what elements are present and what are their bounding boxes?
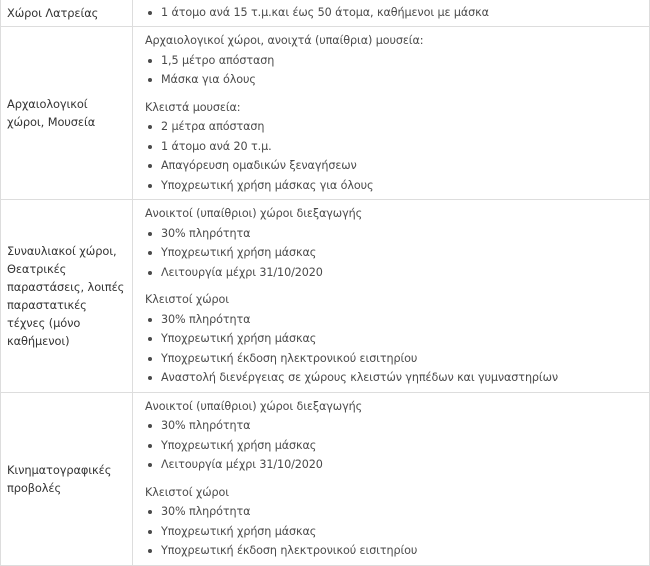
measure-list [145,502,649,561]
measure-group [145,483,649,561]
list-item: Υποχρεωτική χρήση μάσκας για όλους [145,176,649,196]
table-row [1,27,650,200]
list-item: 30% πληρότητα [145,416,649,436]
list-item: Υποχρεωτική έκδοση ηλεκτρονικού εισιτηρίου [145,349,649,369]
table-row [1,392,650,565]
measure-list [145,51,649,90]
category-cell [1,200,133,393]
list-item: Λειτουργία μέχρι 31/10/2020 [145,263,649,283]
measure-group [145,98,649,196]
measure-list [145,310,649,388]
measure-group [145,31,649,90]
group-heading: Ανοικτοί (υπαίθριοι) χώροι διεξαγωγής [145,207,363,220]
list-item: 1,5 μέτρο απόσταση [145,51,649,71]
category-cell [1,27,133,200]
list-item: 30% πληρότητα [145,502,649,522]
list-item: Λειτουργία μέχρι 31/10/2020 [145,455,649,475]
group-heading: Αρχαιολογικοί χώροι, ανοιχτά (υπαίθρια) μουσεία: [145,34,424,47]
measure-group [145,290,649,388]
list-item: Υποχρεωτική χρήση μάσκας [145,243,649,263]
list-item: 2 μέτρα απόσταση [145,117,649,137]
measures-cell [133,27,650,200]
measures-cell [133,0,650,27]
group-heading: Κλειστά μουσεία: [145,100,241,114]
list-item: 1 άτομο ανά 15 τ.μ.και έως 50 άτομα, καθήμενοι με μάσκα [145,3,649,23]
measure-group [145,3,649,23]
category-label: Χώροι Λατρείας [7,5,99,20]
measure-list [145,3,649,23]
list-item: Υποχρεωτική χρήση μάσκας [145,436,649,456]
list-item: Υποχρεωτική χρήση μάσκας [145,329,649,349]
table-row [1,200,650,393]
group-heading: Κλειστοί χώροι [145,485,229,499]
category-label: Κινηματογραφικές προβολές [7,462,112,495]
list-item: 30% πληρότητα [145,224,649,244]
list-item: Υποχρεωτική χρήση μάσκας [145,522,649,542]
category-cell [1,392,133,565]
list-item: Μάσκα για όλους [145,70,649,90]
measure-group [145,204,649,282]
measure-list [145,224,649,283]
group-heading: Κλειστοί χώροι [145,293,229,306]
list-item: Υποχρεωτική έκδοση ηλεκτρονικού εισιτηρίου [145,541,649,561]
list-item: 30% πληρότητα [145,310,649,330]
measure-group [145,397,649,475]
list-item: Απαγόρευση ομαδικών ξεναγήσεων [145,156,649,176]
category-label: Συναυλιακοί χώροι, Θεατρικές παραστάσεις, λοιπές παραστατικές τέχνες (μόνο καθήμενοι) [7,243,125,348]
measures-cell [133,200,650,393]
measures-cell [133,392,650,565]
category-cell [1,0,133,27]
list-item: 1 άτομο ανά 20 τ.μ. [145,137,649,157]
list-item: Αναστολή διενέργειας σε χώρους κλειστών γηπέδων και γυμναστηρίων [145,368,649,388]
category-label: Αρχαιολογικοί χώροι, Μουσεία [7,97,96,129]
group-heading: Ανοικτοί (υπαίθριοι) χώροι διεξαγωγής [145,399,363,413]
table-row [1,0,650,27]
measure-list [145,416,649,475]
measure-list [145,117,649,195]
